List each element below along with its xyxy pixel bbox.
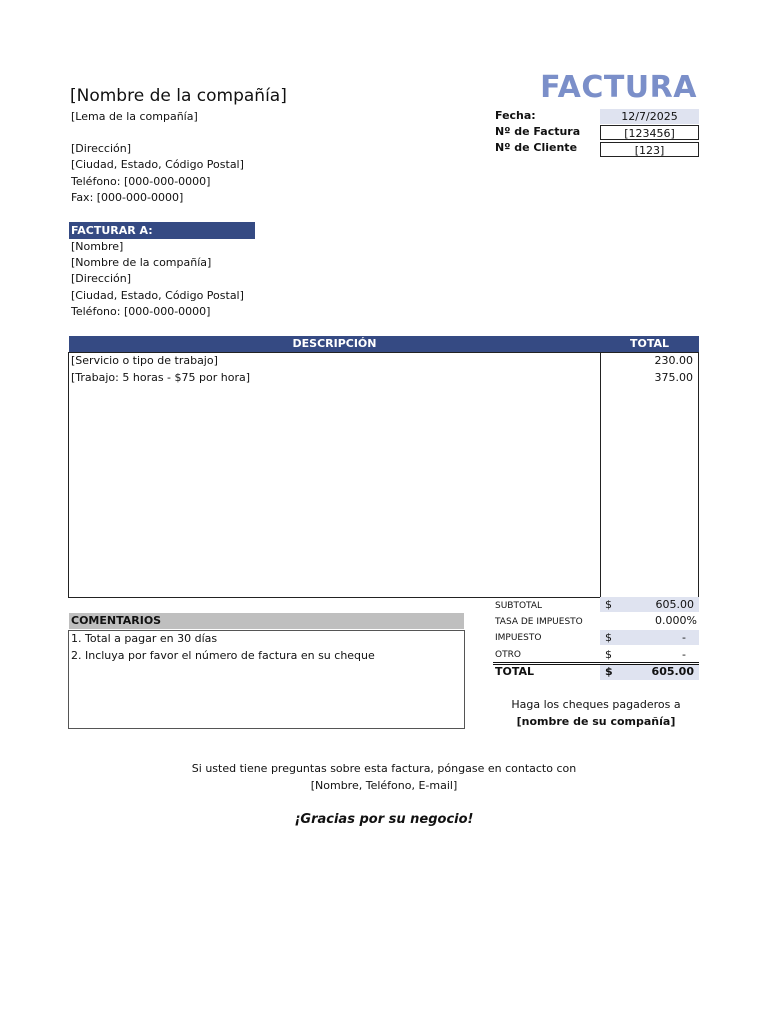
bill-to-company: [Nombre de la compañía] bbox=[71, 256, 212, 269]
total-column-header: TOTAL bbox=[629, 337, 670, 350]
company-fax: Fax: [000-000-0000] bbox=[71, 191, 184, 204]
item-amount: 375.00 bbox=[654, 371, 693, 384]
total-currency: $ bbox=[605, 665, 613, 678]
invoice-number-value: [123456] bbox=[600, 125, 699, 140]
contact-details: [Nombre, Teléfono, E-mail] bbox=[310, 779, 458, 792]
total-value: 605.00 bbox=[651, 665, 694, 678]
comments-heading: COMENTARIOS bbox=[69, 613, 464, 629]
bill-to-phone: Teléfono: [000-000-0000] bbox=[71, 305, 211, 318]
payable-to-line: Haga los cheques pagaderos a bbox=[511, 698, 681, 711]
company-phone: Teléfono: [000-000-0000] bbox=[71, 175, 211, 188]
other-currency: $ bbox=[605, 648, 612, 661]
tax-label: IMPUESTO bbox=[495, 633, 542, 643]
total-rule bbox=[493, 662, 699, 663]
company-city: [Ciudad, Estado, Código Postal] bbox=[71, 158, 244, 171]
date-label: Fecha: bbox=[495, 109, 536, 122]
column-divider bbox=[600, 353, 601, 597]
subtotal-label: SUBTOTAL bbox=[495, 601, 543, 611]
bill-to-address: [Dirección] bbox=[71, 272, 132, 285]
client-number-value: [123] bbox=[600, 142, 699, 157]
comment-line: 1. Total a pagar en 30 días bbox=[71, 632, 218, 645]
company-name: [Nombre de la compañía] bbox=[70, 86, 287, 106]
comment-line: 2. Incluya por favor el número de factura en su cheque bbox=[71, 649, 375, 662]
invoice-title: FACTURA bbox=[540, 70, 697, 105]
tax-currency: $ bbox=[605, 631, 612, 644]
date-value: 12/7/2025 bbox=[600, 109, 699, 124]
items-table-body bbox=[68, 352, 699, 598]
other-value: - bbox=[682, 648, 686, 661]
bill-to-heading: FACTURAR A: bbox=[69, 222, 255, 239]
payable-to-company: [nombre de su compañía] bbox=[516, 715, 676, 728]
subtotal-currency: $ bbox=[605, 598, 612, 611]
contact-line: Si usted tiene preguntas sobre esta factura, póngase en contacto con bbox=[191, 762, 577, 775]
company-slogan: [Lema de la compañía] bbox=[71, 110, 198, 123]
item-description: [Servicio o tipo de trabajo] bbox=[71, 354, 218, 367]
tax-rate-label: TASA DE IMPUESTO bbox=[495, 617, 583, 627]
thank-you-message: ¡Gracias por su negocio! bbox=[294, 812, 474, 827]
client-number-label: Nº de Cliente bbox=[495, 141, 578, 154]
tax-rate-value: 0.000% bbox=[655, 614, 697, 627]
items-table-header bbox=[69, 336, 699, 352]
subtotal-value: 605.00 bbox=[655, 598, 694, 611]
comments-box bbox=[68, 630, 465, 729]
bill-to-city: [Ciudad, Estado, Código Postal] bbox=[71, 289, 244, 302]
total-label: TOTAL bbox=[495, 665, 535, 678]
company-address: [Dirección] bbox=[71, 142, 132, 155]
invoice-number-label: Nº de Factura bbox=[495, 125, 581, 138]
bill-to-name: [Nombre] bbox=[71, 240, 124, 253]
other-label: OTRO bbox=[495, 650, 521, 660]
item-description: [Trabajo: 5 horas - $75 por hora] bbox=[71, 371, 251, 384]
item-amount: 230.00 bbox=[654, 354, 693, 367]
description-column-header: DESCRIPCIÓN bbox=[292, 337, 377, 350]
tax-value: - bbox=[682, 631, 686, 644]
